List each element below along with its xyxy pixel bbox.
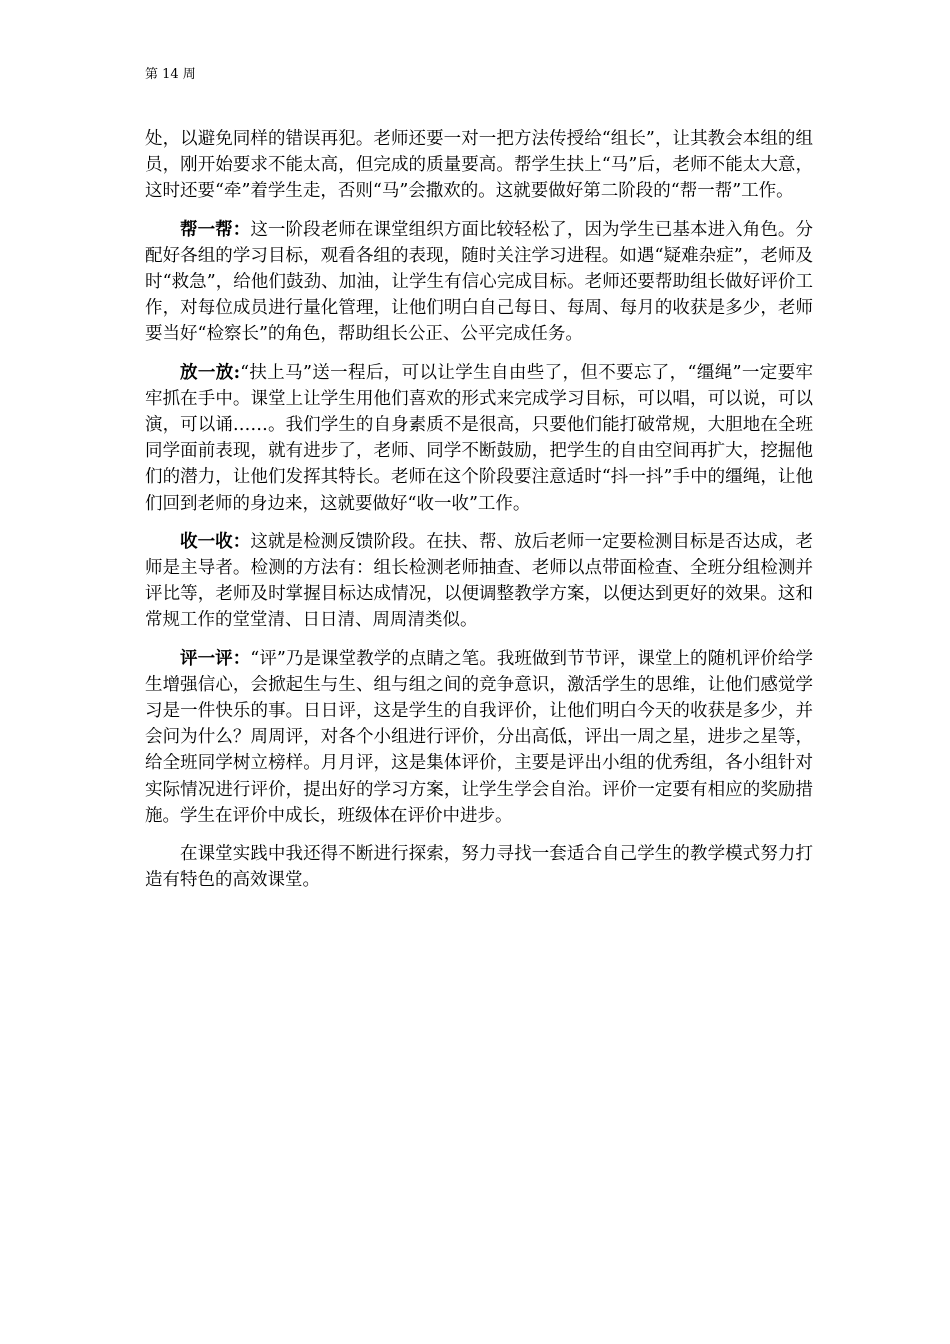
paragraph-release — [145, 360, 813, 517]
paragraph-text: 这就是检测反馈阶段。在扶、帮、放后老师一定要检测目标是否达成，老师是主导者。检测的方法有：组长检测老师抽查、老师以点带面检查、全班分组检测并评比等，老师及时掌握目标达成情况，以便调整教学方案，以便达到更好的效果。这和常规工作的堂堂清、日日清、周周清类似。 — [145, 531, 813, 631]
document-body — [145, 126, 813, 905]
paragraph-text: 在课堂实践中我还得不断进行探索，努力寻找一套适合自己学生的教学模式努力打造有特色的高效课堂。 — [145, 844, 813, 891]
paragraph-text: 这一阶段老师在课堂组织方面比较轻松了，因为学生已基本进入角色。分配好各组的学习目标，观看各组的表现，随时关注学习进程。如遇“疑难杂症”，老师及时“救急”，给他们鼓劲、加油，让学生有信心完成目标。老师还要帮助组长做好评价工作，对每位成员进行量化管理，让他们明白自己每日、每周、每月的收获是多少，老师要当好“检察长”的角色，帮助组长公正、公平完成任务。 — [145, 219, 813, 345]
paragraph-heading: 评一评： — [180, 648, 251, 669]
paragraph-evaluate — [145, 646, 813, 829]
paragraph-collect — [145, 529, 813, 634]
paragraph-help — [145, 217, 813, 348]
paragraph-conclusion — [145, 841, 813, 893]
page-header: 第 14 周 — [145, 67, 196, 82]
paragraph-heading: 帮一帮： — [180, 219, 251, 240]
paragraph-heading: 放一放: — [180, 362, 241, 383]
paragraph-text: “扶上马”送一程后，可以让学生自由些了，但不要忘了，“缰绳”一定要牢牢抓在手中。课堂上让学生用他们喜欢的形式来完成学习目标，可以唱，可以说，可以演，可以诵……。我们学生的自身素质不是很高，只要他们能打破常规，大胆地在全班同学面前表现，就有进步了，老师、同学不断鼓励，把学生的自由空间再扩大，挖掘他们的潜力，让他们发挥其特长。老师在这个阶段要注意适时“抖一抖”手中的缰绳，让他们回到老师的身边来，这就要做好“收一收”工作。 — [145, 362, 813, 514]
paragraph-text: “评”乃是课堂教学的点睛之笔。我班做到节节评，课堂上的随机评价给学生增强信心，会掀起生与生、组与组之间的竞争意识，激活学生的思维，让他们感觉学习是一件快乐的事。日日评，这是学生的自我评价，让他们明白今天的收获是多少，并会问为什么？周周评，对各个小组进行评价，分出高低，评出一周之星，进步之星等，给全班同学树立榜样。月月评，这是集体评价，主要是评出小组的优秀组，各小组针对实际情况进行评价，提出好的学习方案，让学生学会自治。评价一定要有相应的奖励措施。学生在评价中成长，班级体在评价中进步。 — [145, 648, 813, 826]
paragraph-heading: 收一收： — [180, 531, 251, 552]
paragraph-text: 处，以避免同样的错误再犯。老师还要一对一把方法传授给“组长”，让其教会本组的组员，刚开始要求不能太高，但完成的质量要高。帮学生扶上“马”后，老师不能太大意，这时还要“牵”着学生走，否则“马”会撒欢的。这就要做好第二阶段的“帮一帮”工作。 — [145, 129, 813, 202]
paragraph-continuation — [145, 126, 813, 205]
